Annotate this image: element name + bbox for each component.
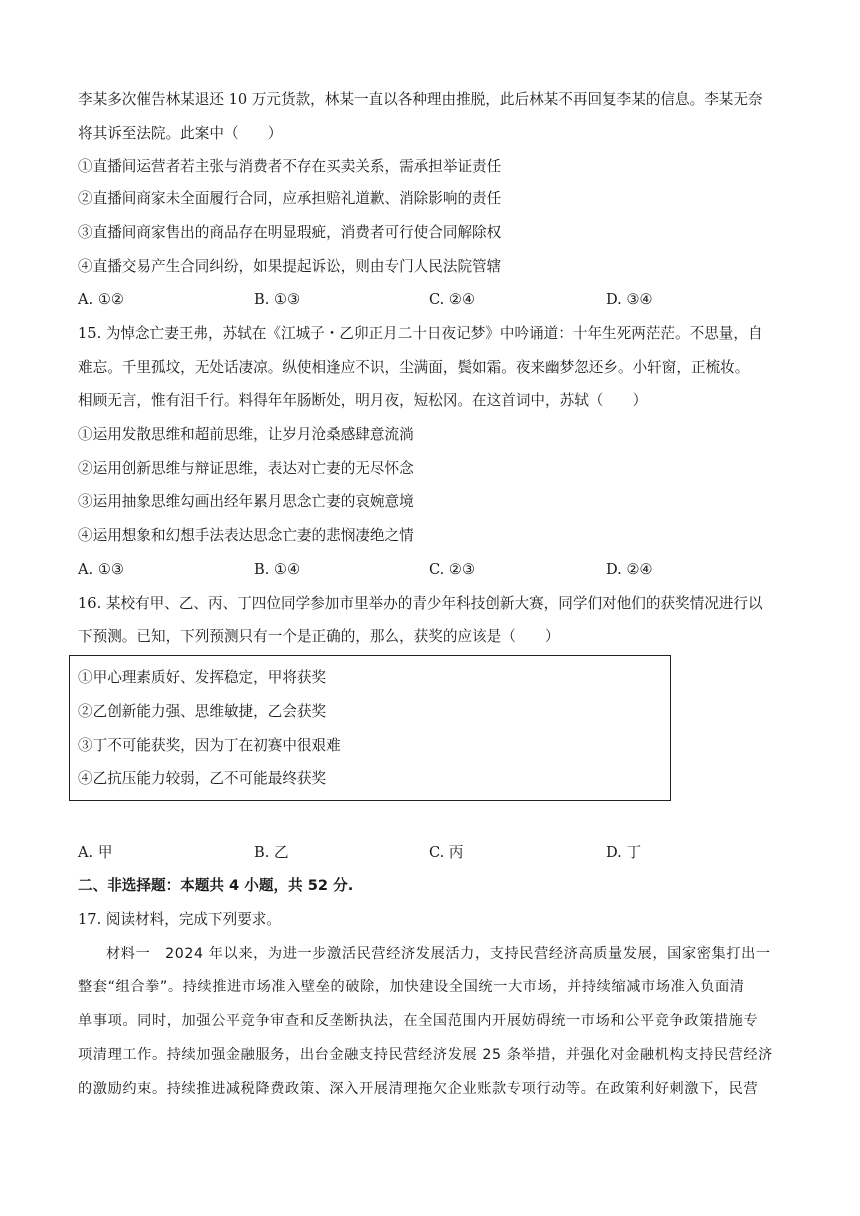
q14-options (78, 290, 778, 310)
q15-option-d[interactable]: D. ②④ (606, 561, 653, 578)
q15-option-c[interactable]: C. ②③ (429, 561, 476, 578)
q15-stem-line1: 15. 为悼念亡妻王弗，苏轼在《江城子・乙卯正月二十日夜记梦》中吟诵道：十年生死两茫茫。不思量，自 (78, 325, 763, 342)
q16-option-a[interactable]: A. 甲 (78, 844, 113, 861)
q17-material-line1: 材料一 2024 年以来，为进一步激活民营经济发展活力，支持民营经济高质量发展，国家密集打出一 (106, 946, 771, 962)
q15-item-1: ①运用发散思维和超前思维，让岁月沧桑感肆意流淌 (78, 426, 414, 443)
q17-material-line2: 整套“组合拳”。持续推进市场准入壁垒的破除，加快建设全国统一大市场，并持续缩减市场准入负面清 (78, 979, 745, 995)
q14-stem-line2: 将其诉至法院。此案中（ ） (78, 125, 283, 142)
q15-options (78, 560, 778, 580)
q14-stem-line1: 李某多次催告林某退还 10 万元货款，林某一直以各种理由推脱，此后林某不再回复李某的信息。李某无奈 (78, 91, 763, 108)
q14-option-d[interactable]: D. ③④ (606, 291, 653, 308)
q15-stem-line2: 难忘。千里孤坟，无处话凄凉。纵使相逢应不识，尘满面，鬓如霜。夜来幽梦忽还乡。小轩窗，正梳妆。 (78, 359, 750, 376)
q14-item-4: ④直播交易产生合同纠纷，如果提起诉讼，则由专门人民法院管辖 (78, 258, 502, 275)
q15-item-2: ②运用创新思维与辩证思维，表达对亡妻的无尽怀念 (78, 460, 414, 477)
q17-material-line4: 项清理工作。持续加强金融服务，出台金融支持民营经济发展 25 条举措，并强化对金融机构支持民营经济 (78, 1047, 773, 1063)
q14-item-3: ③直播间商家售出的商品存在明显瑕疵，消费者可行使合同解除权 (78, 224, 502, 241)
q16-stem-line2: 下预测。已知，下列预测只有一个是正确的，那么，获奖的应该是（ ） (78, 628, 560, 645)
q16-box-item-4: ④乙抗压能力较弱，乙不可能最终获奖 (78, 770, 327, 787)
q15-option-a[interactable]: A. ①③ (78, 561, 124, 578)
q15-item-4: ④运用想象和幻想手法表达思念亡妻的悲悯凄绝之情 (78, 527, 414, 544)
q15-item-3: ③运用抽象思维勾画出经年累月思念亡妻的哀婉意境 (78, 493, 414, 510)
q17-material-line3: 单事项。同时，加强公平竞争审查和反垄断执法，在全国范围内开展妨碍统一市场和公平竞争政策措施专 (78, 1013, 759, 1029)
q15-option-b[interactable]: B. ①④ (254, 561, 301, 578)
q15-stem-line3: 相顾无言，惟有泪千行。料得年年肠断处，明月夜，短松冈。在这首词中，苏轼（ ） (78, 392, 648, 409)
q16-option-d[interactable]: D. 丁 (606, 844, 642, 861)
q16-option-b[interactable]: B. 乙 (254, 844, 289, 861)
q16-box-item-1: ①甲心理素质好、发挥稳定，甲将获奖 (78, 669, 327, 686)
q16-prediction-box (69, 655, 671, 801)
q16-box-item-2: ②乙创新能力强、思维敏捷，乙会获奖 (78, 703, 327, 720)
q16-options (78, 843, 778, 863)
q14-option-b[interactable]: B. ①③ (254, 291, 301, 308)
q17-material-line5: 的激励约束。持续推进减税降费政策、深入开展清理拖欠企业账款专项行动等。在政策利好刺激下，民营 (78, 1081, 759, 1097)
section-heading: 二、非选择题：本题共 4 小题，共 52 分. (78, 877, 354, 894)
q14-item-2: ②直播间商家未全面履行合同，应承担赔礼道歉、消除影响的责任 (78, 190, 502, 207)
q16-stem-line1: 16. 某校有甲、乙、丙、丁四位同学参加市里举办的青少年科技创新大赛，同学们对他们的获奖情况进行以 (78, 595, 763, 612)
q17-stem: 17. 阅读材料，完成下列要求。 (78, 911, 281, 928)
q14-option-a[interactable]: A. ①② (78, 291, 124, 308)
q16-option-c[interactable]: C. 丙 (429, 844, 464, 861)
q14-item-1: ①直播间运营者若主张与消费者不存在买卖关系，需承担举证责任 (78, 158, 502, 175)
q16-box-item-3: ③丁不可能获奖，因为丁在初赛中很艰难 (78, 737, 341, 754)
q14-option-c[interactable]: C. ②④ (429, 291, 476, 308)
